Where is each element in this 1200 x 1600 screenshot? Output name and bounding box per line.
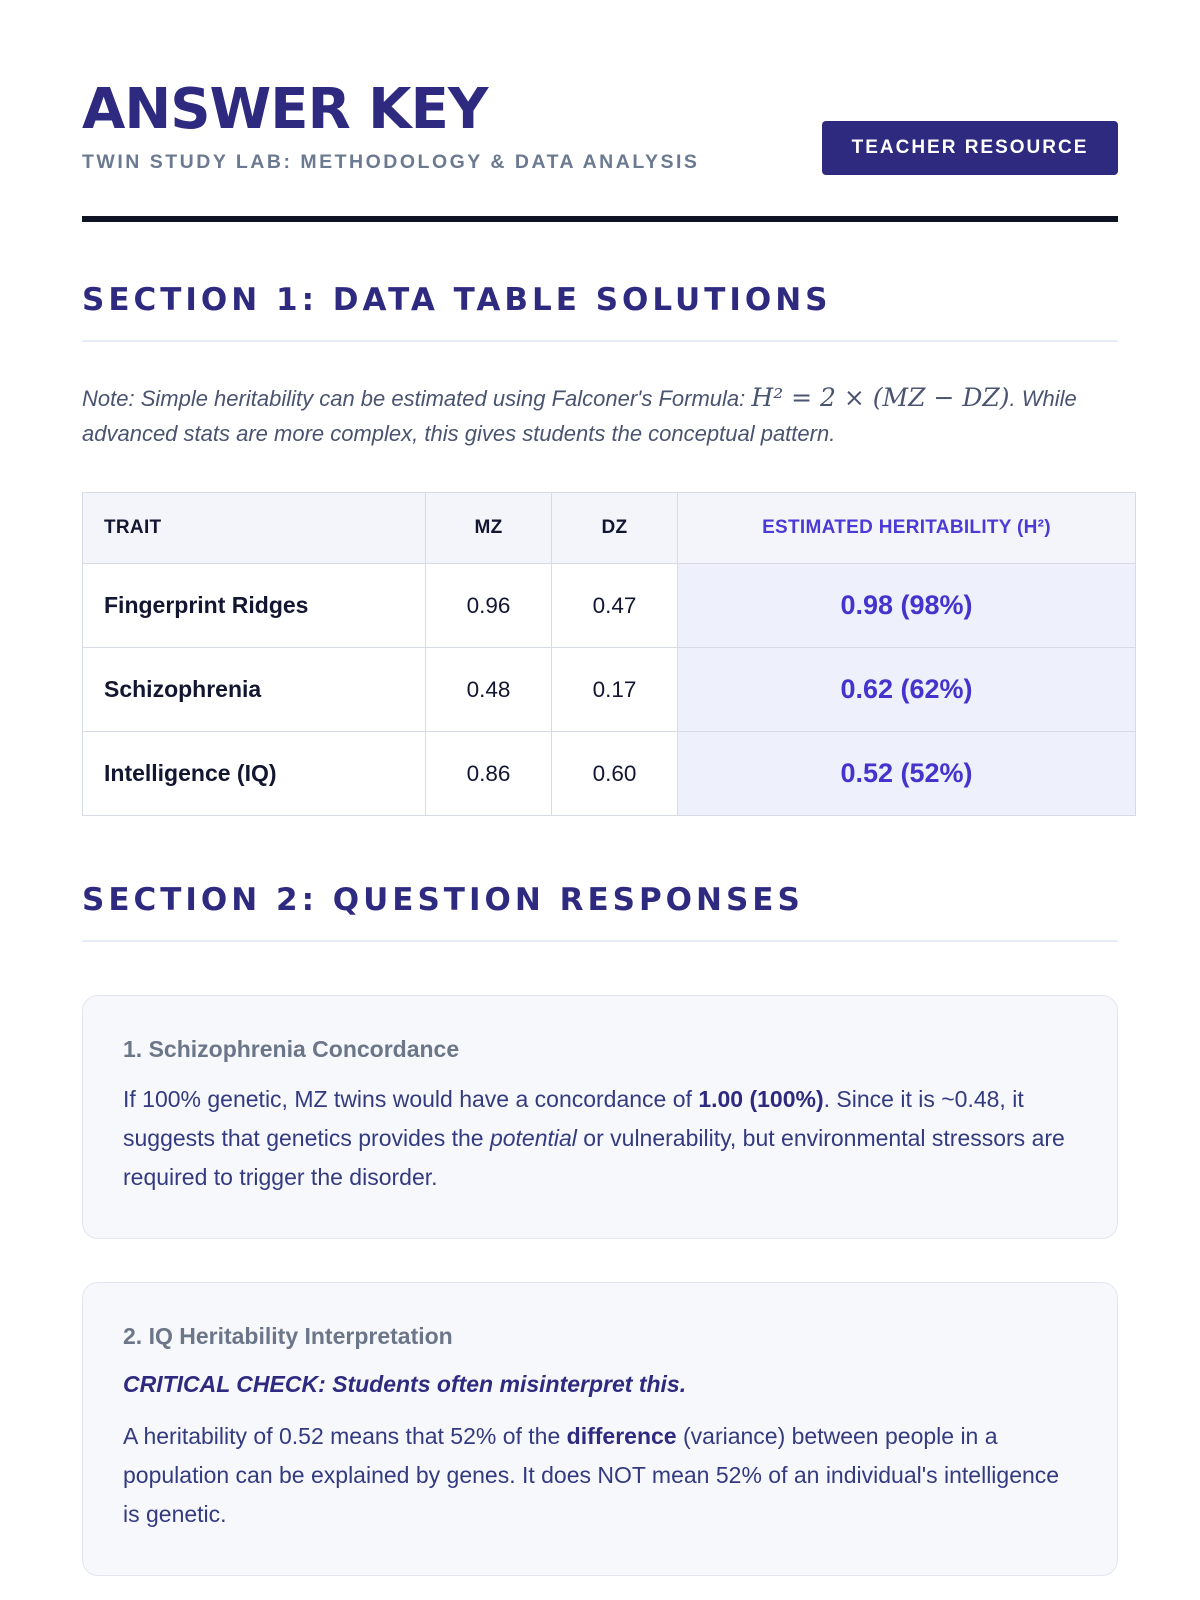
page-header [82,0,1118,222]
section-2-title: SECTION 2: QUESTION RESPONSES [82,882,1118,942]
question-1-answer [123,1080,1077,1197]
page-subtitle: TWIN STUDY LAB: METHODOLOGY & DATA ANALYSIS [82,151,700,173]
q1-bold: 1.00 (100%) [698,1086,824,1112]
heritability-cell: 0.62 (62%) [678,648,1136,732]
question-card-1 [82,995,1118,1239]
trait-cell: Fingerprint Ridges [83,564,426,648]
column-header-trait: TRAIT [83,493,426,564]
dz-cell: 0.60 [552,732,678,816]
q1-text-b: . Since it is ~0.48, it suggests that genetics provides the [123,1086,1024,1151]
section-2 [82,882,1118,942]
teacher-resource-badge: TEACHER RESOURCE [822,121,1118,175]
note-suffix: . While advanced stats are more complex, this gives students the conceptual pattern. [82,386,1077,446]
critical-check: CRITICAL CHECK: Students often misinterpret this. [123,1371,687,1397]
column-header-heritability: ESTIMATED HERITABILITY (H²) [678,493,1136,564]
question-2-answer [123,1417,1077,1534]
heritability-cell: 0.52 (52%) [678,732,1136,816]
q1-text-a: If 100% genetic, MZ twins would have a concordance of [123,1086,699,1112]
q2-text-a: A heritability of 0.52 means that 52% of the [123,1423,567,1449]
question-2-title: 2. IQ Heritability Interpretation [123,1323,453,1349]
question-1-title: 1. Schizophrenia Concordance [123,1036,460,1062]
dz-cell: 0.47 [552,564,678,648]
q1-italic: potential [489,1125,577,1151]
table-row [83,732,1136,816]
header-divider [82,216,1118,222]
column-header-dz: DZ [552,493,678,564]
heritability-cell: 0.98 (98%) [678,564,1136,648]
q1-text-c: or vulnerability, but environmental stressors are required to trigger the disorder. [123,1125,1065,1190]
note-prefix: Note: Simple heritability can be estimated using Falconer's Formula: [82,386,752,411]
section-1-title: SECTION 1: DATA TABLE SOLUTIONS [82,282,1118,342]
data-table [82,492,1136,816]
falconer-formula: H² = 2 × (MZ − DZ) [751,383,1010,412]
question-card-2 [82,1282,1118,1576]
trait-cell: Intelligence (IQ) [83,732,426,816]
q2-bold: difference [566,1423,677,1449]
section-1 [82,282,1118,342]
mz-cell: 0.48 [426,648,552,732]
q2-text-b: (variance) between people in a population can be explained by genes. It does NOT mean 52% of an individual's intelligence is genetic. [123,1423,1060,1527]
formula-note [82,380,1118,451]
table-header-row [83,493,1136,564]
table-row [83,648,1136,732]
table-row [83,564,1136,648]
mz-cell: 0.86 [426,732,552,816]
page-title: ANSWER KEY [82,77,488,142]
mz-cell: 0.96 [426,564,552,648]
dz-cell: 0.17 [552,648,678,732]
column-header-mz: MZ [426,493,552,564]
trait-cell: Schizophrenia [83,648,426,732]
